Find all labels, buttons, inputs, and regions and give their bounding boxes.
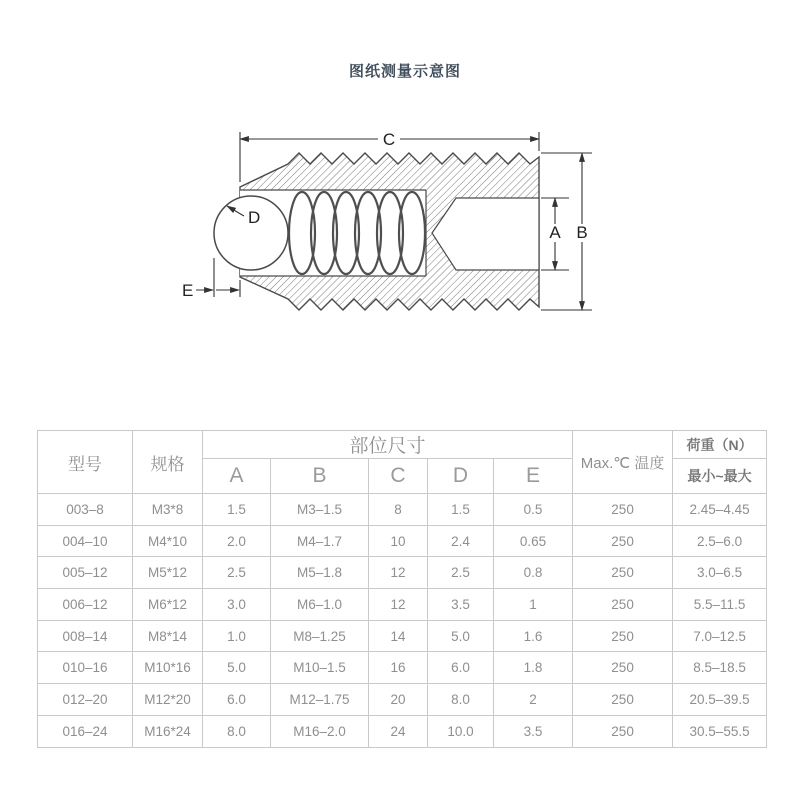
cell-dim-d: 2.5	[428, 557, 494, 589]
cell-max-temp: 250	[573, 557, 673, 589]
table-row	[38, 557, 767, 589]
cell-dim-a: 1.5	[203, 494, 271, 526]
dim-E-label: E	[182, 281, 194, 300]
table-row	[38, 684, 767, 716]
plunger-drawing	[180, 118, 610, 328]
cell-load-range: 20.5–39.5	[673, 684, 767, 716]
dim-C-label: C	[382, 130, 396, 149]
page-title: 图纸测量示意图	[348, 63, 461, 80]
table-row	[38, 715, 767, 747]
cell-dim-a: 5.0	[203, 652, 271, 684]
cell-load-range: 30.5–55.5	[673, 715, 767, 747]
cell-dim-b: M10–1.5	[271, 652, 369, 684]
cell-model: 008–14	[38, 620, 133, 652]
cell-dim-d: 10.0	[428, 715, 494, 747]
cell-dim-b: M6–1.0	[271, 589, 369, 621]
cell-dim-a: 3.0	[203, 589, 271, 621]
dim-D-label: D	[248, 208, 261, 227]
table-row	[38, 589, 767, 621]
spec-table	[37, 430, 767, 748]
cell-dim-a: 8.0	[203, 715, 271, 747]
cell-dim-d: 8.0	[428, 684, 494, 716]
cell-model: 004–10	[38, 525, 133, 557]
cell-dim-d: 6.0	[428, 652, 494, 684]
cell-load-range: 5.5–11.5	[673, 589, 767, 621]
cell-load-range: 8.5–18.5	[673, 652, 767, 684]
cell-dim-d: 2.4	[428, 525, 494, 557]
cell-model: 010–16	[38, 652, 133, 684]
cell-dim-a: 2.5	[203, 557, 271, 589]
cell-spec: M8*14	[133, 620, 203, 652]
cell-load-range: 2.5–6.0	[673, 525, 767, 557]
cell-dim-e: 0.8	[494, 557, 573, 589]
cell-dim-c: 12	[369, 557, 428, 589]
cell-spec: M5*12	[133, 557, 203, 589]
cell-dim-a: 6.0	[203, 684, 271, 716]
cell-max-temp: 250	[573, 525, 673, 557]
cell-dim-a: 2.0	[203, 525, 271, 557]
cell-model: 005–12	[38, 557, 133, 589]
cell-spec: M12*20	[133, 684, 203, 716]
header-dim-b: B	[271, 459, 369, 494]
header-dim-c: C	[369, 459, 428, 494]
cell-dim-c: 8	[369, 494, 428, 526]
cell-max-temp: 250	[573, 620, 673, 652]
cell-spec: M16*24	[133, 715, 203, 747]
table-row	[38, 620, 767, 652]
dim-A-label: A	[549, 223, 561, 242]
cell-max-temp: 250	[573, 494, 673, 526]
cell-dim-e: 0.5	[494, 494, 573, 526]
cell-spec: M4*10	[133, 525, 203, 557]
header-load-range: 最小~最大	[673, 459, 767, 494]
cell-dim-c: 20	[369, 684, 428, 716]
cell-load-range: 3.0–6.5	[673, 557, 767, 589]
cell-spec: M6*12	[133, 589, 203, 621]
cell-dim-e: 1	[494, 589, 573, 621]
cell-max-temp: 250	[573, 589, 673, 621]
cell-dim-a: 1.0	[203, 620, 271, 652]
cell-dim-e: 0.65	[494, 525, 573, 557]
header-dim-d: D	[428, 459, 494, 494]
cell-dim-c: 24	[369, 715, 428, 747]
cell-dim-b: M8–1.25	[271, 620, 369, 652]
cell-dim-e: 2	[494, 684, 573, 716]
cell-dim-b: M3–1.5	[271, 494, 369, 526]
cell-model: 016–24	[38, 715, 133, 747]
cell-dim-e: 1.8	[494, 652, 573, 684]
cell-model: 003–8	[38, 494, 133, 526]
table-row	[38, 652, 767, 684]
cell-dim-d: 5.0	[428, 620, 494, 652]
cell-dim-c: 10	[369, 525, 428, 557]
header-load: 荷重（N）	[673, 431, 767, 459]
cell-dim-b: M12–1.75	[271, 684, 369, 716]
cell-max-temp: 250	[573, 652, 673, 684]
cell-dim-b: M16–2.0	[271, 715, 369, 747]
cell-spec: M3*8	[133, 494, 203, 526]
cell-dim-e: 1.6	[494, 620, 573, 652]
cell-dim-e: 3.5	[494, 715, 573, 747]
cell-model: 012–20	[38, 684, 133, 716]
table-row	[38, 525, 767, 557]
header-dims-group: 部位尺寸	[203, 431, 573, 459]
header-model: 型号	[38, 431, 133, 494]
cell-model: 006–12	[38, 589, 133, 621]
table-row	[38, 494, 767, 526]
cell-dim-c: 16	[369, 652, 428, 684]
cell-max-temp: 250	[573, 684, 673, 716]
cell-dim-d: 3.5	[428, 589, 494, 621]
header-spec: 规格	[133, 431, 203, 494]
header-dim-a: A	[203, 459, 271, 494]
dim-B-label: B	[576, 223, 588, 242]
cell-spec: M10*16	[133, 652, 203, 684]
cell-load-range: 7.0–12.5	[673, 620, 767, 652]
header-dim-e: E	[494, 459, 573, 494]
cell-dim-b: M4–1.7	[271, 525, 369, 557]
spec-table-body	[38, 494, 767, 748]
cell-dim-c: 12	[369, 589, 428, 621]
cell-load-range: 2.45–4.45	[673, 494, 767, 526]
header-max-temp: Max.℃ 温度	[573, 431, 673, 494]
cell-dim-b: M5–1.8	[271, 557, 369, 589]
cell-max-temp: 250	[573, 715, 673, 747]
cell-dim-c: 14	[369, 620, 428, 652]
cell-dim-d: 1.5	[428, 494, 494, 526]
